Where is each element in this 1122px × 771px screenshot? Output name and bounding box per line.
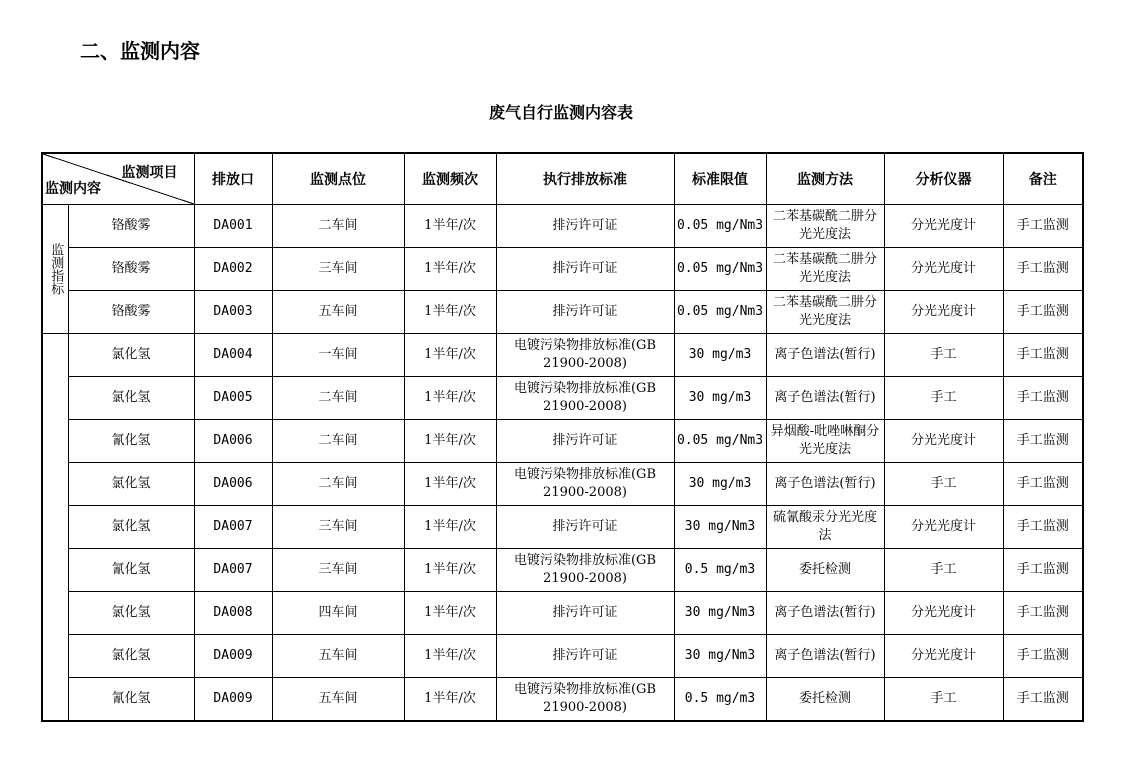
table-row [42,377,1083,420]
cell-standard: 电镀污染物排放标准(GB 21900-2008) [496,334,674,377]
header-outlet: 排放口 [194,153,272,205]
cell-instrument: 手工 [884,678,1003,722]
cell-frequency: 1半年/次 [404,592,496,635]
cell-point: 二车间 [272,463,404,506]
table-row [42,592,1083,635]
cell-note: 手工监测 [1003,205,1083,248]
cell-item: 铬酸雾 [68,291,194,334]
cell-outlet: DA004 [194,334,272,377]
cell-item: 氯化氢 [68,334,194,377]
cell-point: 三车间 [272,549,404,592]
cell-note: 手工监测 [1003,291,1083,334]
table-row [42,463,1083,506]
cell-limit: 30 mg/m3 [674,334,766,377]
cell-point: 四车间 [272,592,404,635]
cell-standard: 排污许可证 [496,635,674,678]
table-row [42,205,1083,248]
cell-instrument: 手工 [884,377,1003,420]
header-method: 监测方法 [766,153,884,205]
table-title: 废气自行监测内容表 [488,103,633,122]
cell-method: 委托检测 [766,678,884,722]
cell-method: 离子色谱法(暂行) [766,377,884,420]
cell-item: 铬酸雾 [68,248,194,291]
header-note: 备注 [1003,153,1083,205]
cell-item: 氯化氢 [68,635,194,678]
cell-item: 氯化氢 [68,592,194,635]
cell-point: 五车间 [272,678,404,722]
cell-point: 三车间 [272,248,404,291]
cell-outlet: DA007 [194,549,272,592]
cell-standard: 排污许可证 [496,592,674,635]
cell-method: 离子色谱法(暂行) [766,463,884,506]
cell-note: 手工监测 [1003,635,1083,678]
cell-item: 氰化氢 [68,549,194,592]
cell-outlet: DA009 [194,678,272,722]
table-row [42,420,1083,463]
cell-limit: 0.5 mg/m3 [674,678,766,722]
cell-standard: 排污许可证 [496,205,674,248]
cell-instrument: 分光光度计 [884,506,1003,549]
cell-note: 手工监测 [1003,463,1083,506]
cell-note: 手工监测 [1003,678,1083,722]
cell-method: 硫氰酸汞分光光度法 [766,506,884,549]
cell-note: 手工监测 [1003,592,1083,635]
cell-instrument: 分光光度计 [884,205,1003,248]
monitoring-table [41,152,1084,722]
cell-frequency: 1半年/次 [404,549,496,592]
cell-outlet: DA008 [194,592,272,635]
cell-limit: 0.05 mg/Nm3 [674,248,766,291]
header-standard: 执行排放标准 [496,153,674,205]
cell-limit: 30 mg/Nm3 [674,506,766,549]
table-row [42,549,1083,592]
header-frequency: 监测频次 [404,153,496,205]
cell-item: 氯化氢 [68,506,194,549]
cell-frequency: 1半年/次 [404,291,496,334]
cell-standard: 电镀污染物排放标准(GB 21900-2008) [496,678,674,722]
table-body [42,205,1083,722]
cell-method: 离子色谱法(暂行) [766,635,884,678]
cell-note: 手工监测 [1003,506,1083,549]
cell-instrument: 手工 [884,463,1003,506]
cell-method: 二苯基碳酰二肼分光光度法 [766,248,884,291]
cell-instrument: 分光光度计 [884,420,1003,463]
cell-standard: 电镀污染物排放标准(GB 21900-2008) [496,377,674,420]
cell-frequency: 1半年/次 [404,635,496,678]
cell-frequency: 1半年/次 [404,420,496,463]
header-limit: 标准限值 [674,153,766,205]
cell-point: 三车间 [272,506,404,549]
cell-outlet: DA006 [194,463,272,506]
cell-outlet: DA005 [194,377,272,420]
cell-standard: 排污许可证 [496,420,674,463]
header-corner-bottom: 监测内容 [45,181,101,197]
cell-method: 离子色谱法(暂行) [766,592,884,635]
cell-limit: 0.5 mg/m3 [674,549,766,592]
cell-limit: 0.05 mg/Nm3 [674,420,766,463]
cell-limit: 30 mg/Nm3 [674,635,766,678]
header-point: 监测点位 [272,153,404,205]
cell-standard: 排污许可证 [496,291,674,334]
cell-note: 手工监测 [1003,334,1083,377]
cell-instrument: 手工 [884,549,1003,592]
header-corner-cell [42,153,194,205]
cell-point: 一车间 [272,334,404,377]
cell-method: 委托检测 [766,549,884,592]
cell-limit: 30 mg/Nm3 [674,592,766,635]
cell-outlet: DA002 [194,248,272,291]
cell-item: 氰化氢 [68,678,194,722]
cell-outlet: DA006 [194,420,272,463]
cell-frequency: 1半年/次 [404,463,496,506]
cell-item: 氯化氢 [68,377,194,420]
cell-note: 手工监测 [1003,420,1083,463]
cell-point: 五车间 [272,291,404,334]
header-corner-top: 监测项目 [121,165,178,181]
table-row [42,248,1083,291]
cell-frequency: 1半年/次 [404,334,496,377]
cell-frequency: 1半年/次 [404,205,496,248]
cell-standard: 电镀污染物排放标准(GB 21900-2008) [496,549,674,592]
table-row [42,678,1083,722]
cell-item: 氯化氢 [68,463,194,506]
cell-outlet: DA007 [194,506,272,549]
cell-point: 五车间 [272,635,404,678]
table-row [42,635,1083,678]
cell-limit: 30 mg/m3 [674,463,766,506]
cell-item: 氰化氢 [68,420,194,463]
table-header-row [42,153,1083,205]
cell-frequency: 1半年/次 [404,377,496,420]
cell-limit: 0.05 mg/Nm3 [674,205,766,248]
side-label-continuation [42,334,68,722]
cell-standard: 电镀污染物排放标准(GB 21900-2008) [496,463,674,506]
cell-frequency: 1半年/次 [404,248,496,291]
cell-instrument: 手工 [884,334,1003,377]
cell-frequency: 1半年/次 [404,506,496,549]
table-row [42,291,1083,334]
cell-instrument: 分光光度计 [884,291,1003,334]
cell-point: 二车间 [272,205,404,248]
cell-outlet: DA003 [194,291,272,334]
section-heading: 二、监测内容 [80,39,200,63]
cell-limit: 30 mg/m3 [674,377,766,420]
cell-note: 手工监测 [1003,549,1083,592]
cell-method: 离子色谱法(暂行) [766,334,884,377]
cell-item: 铬酸雾 [68,205,194,248]
cell-method: 异烟酸-吡唑啉酮分光光度法 [766,420,884,463]
header-instrument: 分析仪器 [884,153,1003,205]
table-row [42,506,1083,549]
cell-frequency: 1半年/次 [404,678,496,722]
cell-instrument: 分光光度计 [884,592,1003,635]
table-row [42,334,1083,377]
side-label: 监测指标 [42,205,68,334]
cell-note: 手工监测 [1003,377,1083,420]
cell-outlet: DA001 [194,205,272,248]
cell-standard: 排污许可证 [496,506,674,549]
cell-method: 二苯基碳酰二肼分光光度法 [766,291,884,334]
cell-instrument: 分光光度计 [884,248,1003,291]
cell-outlet: DA009 [194,635,272,678]
cell-method: 二苯基碳酰二肼分光光度法 [766,205,884,248]
cell-standard: 排污许可证 [496,248,674,291]
cell-note: 手工监测 [1003,248,1083,291]
cell-point: 二车间 [272,377,404,420]
cell-point: 二车间 [272,420,404,463]
cell-limit: 0.05 mg/Nm3 [674,291,766,334]
cell-instrument: 分光光度计 [884,635,1003,678]
